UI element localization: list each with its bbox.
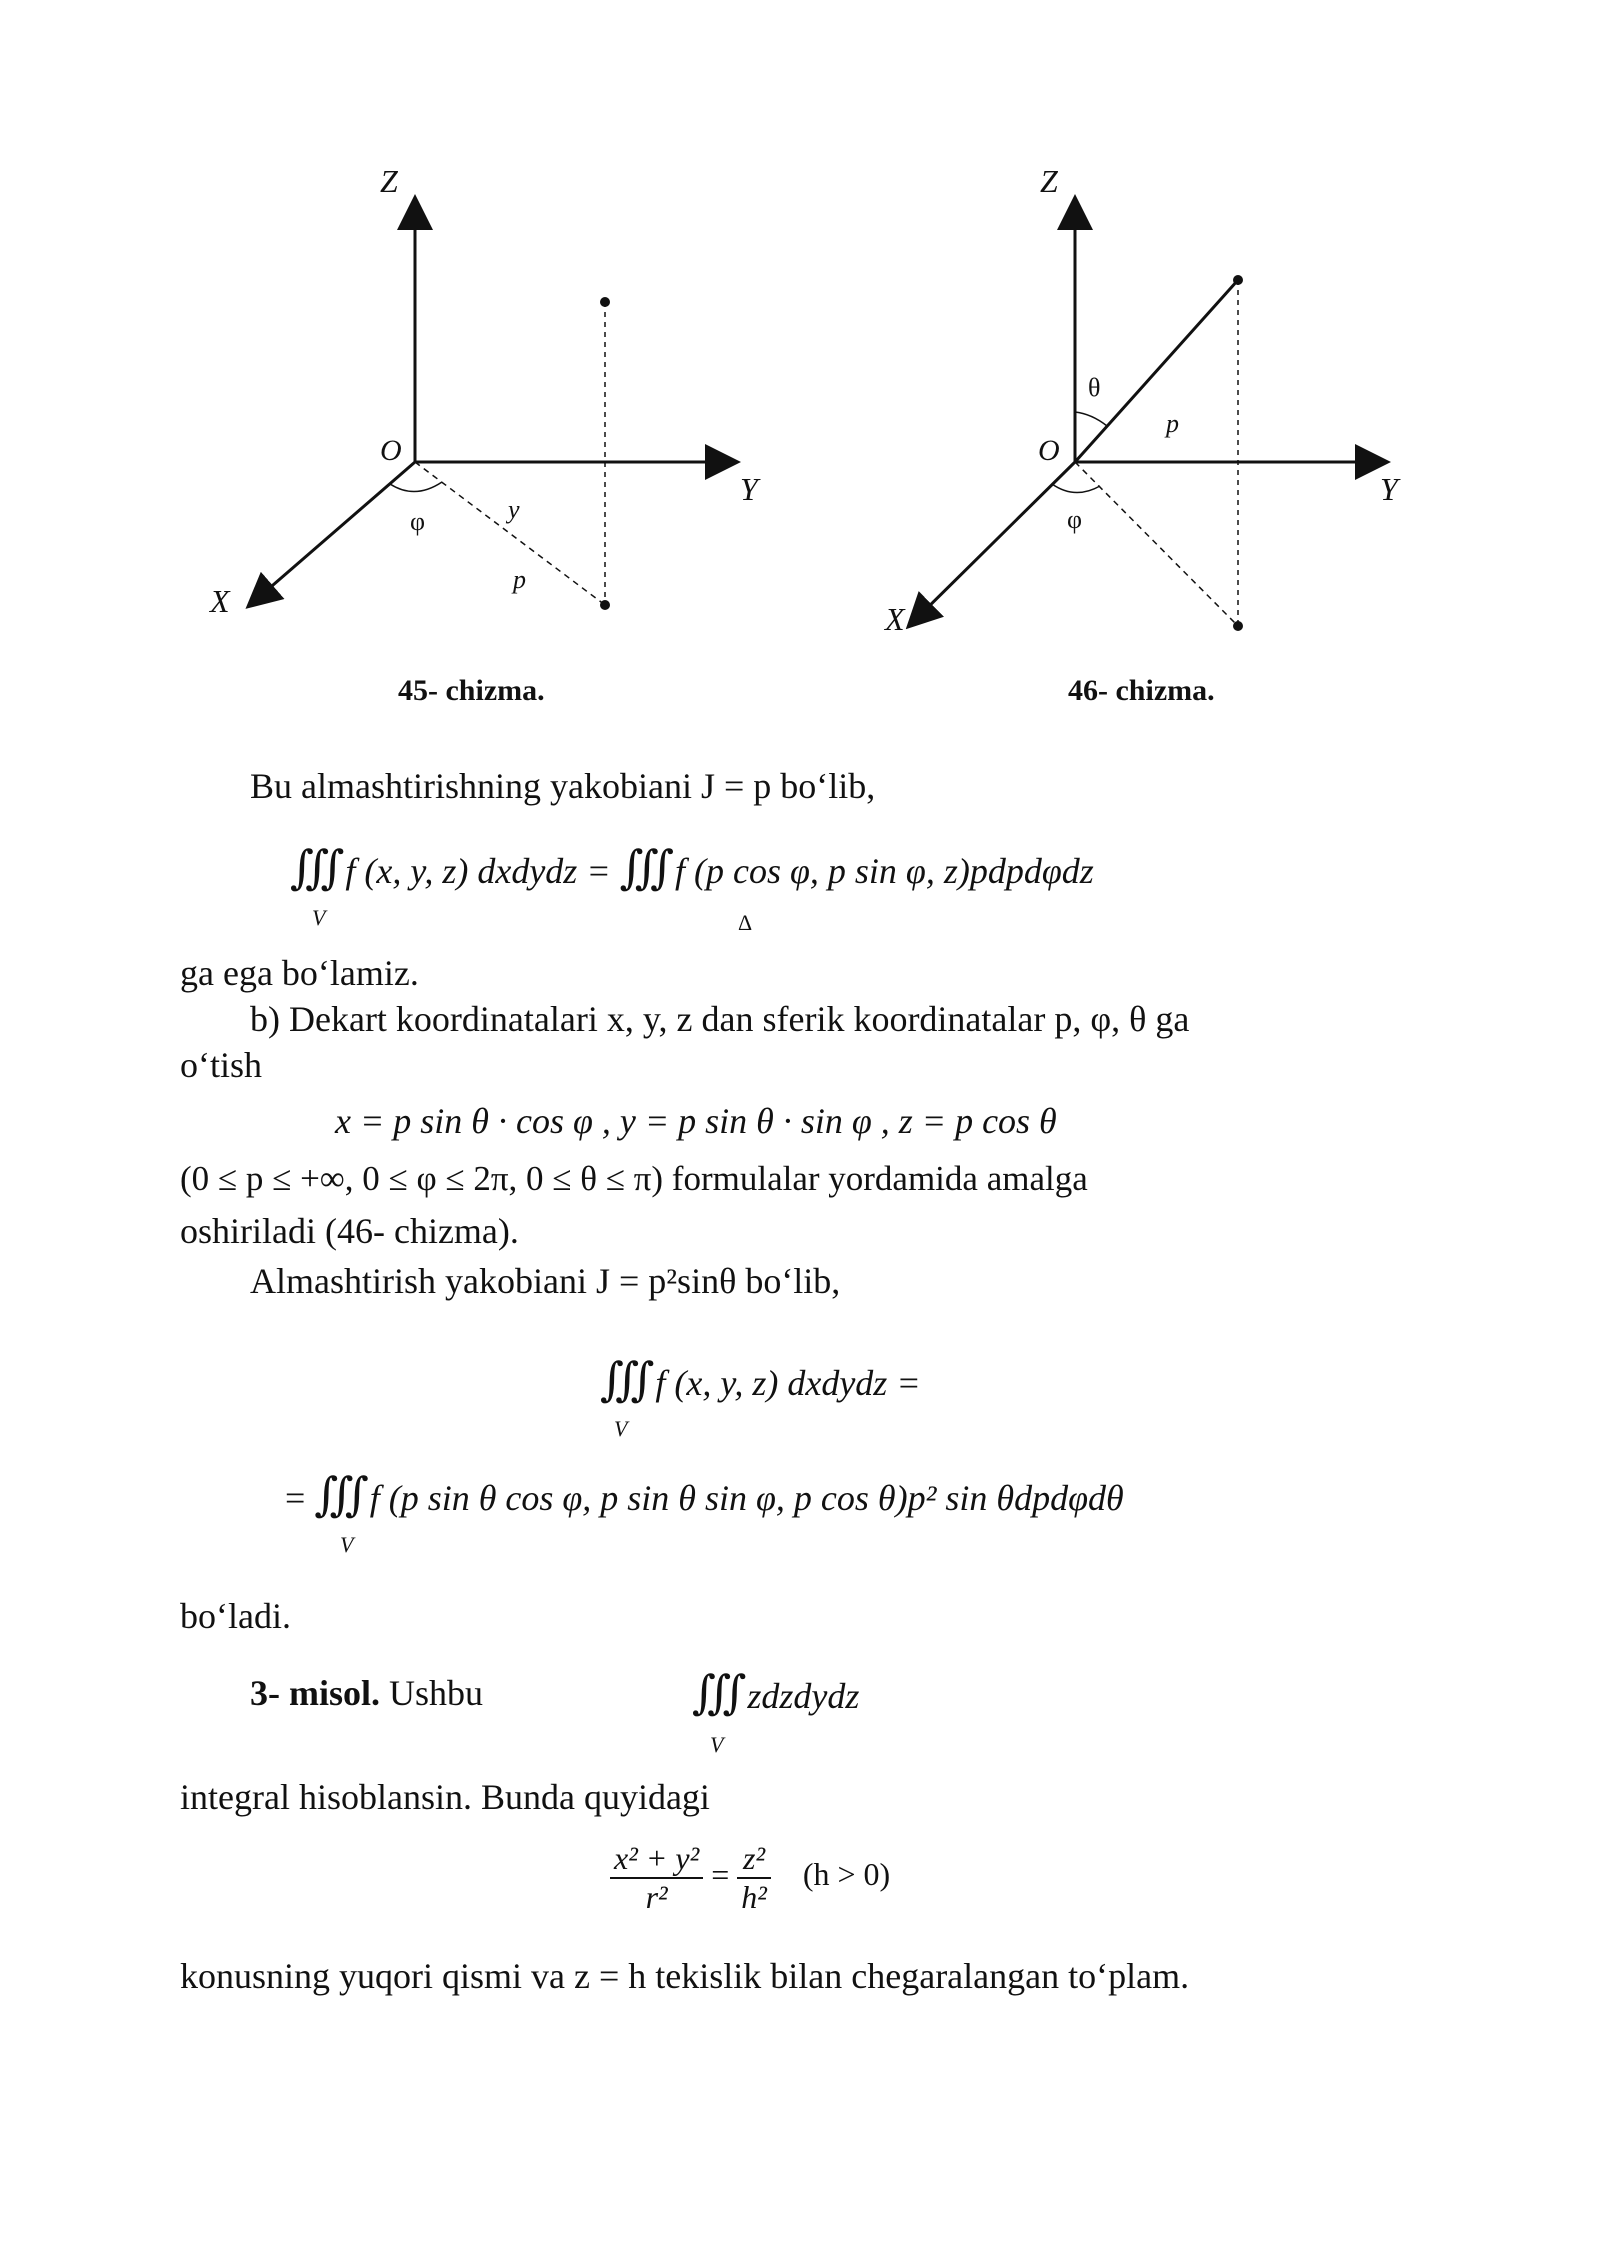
point-bottom xyxy=(1233,621,1243,631)
formula-spherical-left xyxy=(600,1352,921,1406)
label-phi: φ xyxy=(1067,505,1083,534)
formula-cone xyxy=(610,1840,890,1916)
paragraph-jacobian-spherical: Almashtirish yakobiani J = p²sinθ bo‘lib, xyxy=(250,1261,841,1301)
integral-domain-v: V xyxy=(614,1416,628,1441)
point-top xyxy=(1233,275,1243,285)
example-title: 3- misol. xyxy=(250,1673,380,1713)
figure-46-diagram xyxy=(860,160,1420,650)
paragraph-boladi: bo‘ladi. xyxy=(180,1596,291,1636)
formula-spherical-coords: x = p sin θ · cos φ , y = p sin θ · sin φ , z = p cos θ xyxy=(335,1101,1057,1141)
label-y: Y xyxy=(1380,471,1398,507)
label-z: Z xyxy=(380,163,398,199)
figure-46-caption: 46- chizma. xyxy=(1068,674,1215,707)
triple-integral-symbol: ∭ xyxy=(290,842,337,893)
label-y-small: y xyxy=(508,495,520,524)
formula-right: f (p cos φ, p sin φ, z)pdpdφdz xyxy=(675,851,1094,891)
paragraph-spherical-intro: b) Dekart koordinatalari x, y, z dan sferik koordinatalar p, φ, θ ga xyxy=(250,999,1190,1039)
phi-arc xyxy=(390,482,442,492)
theta-arc xyxy=(1075,412,1107,426)
label-o: O xyxy=(380,434,402,467)
label-y: Y xyxy=(740,471,758,507)
figure-45-diagram xyxy=(180,160,780,619)
paragraph-konusning: konusning yuqori qismi va z = h tekislik bilan chegaralangan to‘plam. xyxy=(180,1956,1190,1996)
fraction-right xyxy=(737,1840,771,1916)
fraction-right-numerator: z² xyxy=(737,1840,771,1879)
point-bottom xyxy=(600,600,610,610)
integral-domain-v: V xyxy=(340,1532,354,1557)
label-p: p xyxy=(513,565,526,594)
equals-sign: = xyxy=(711,1856,730,1893)
radius-line xyxy=(1075,280,1238,462)
triple-integral-symbol: ∭ xyxy=(692,1667,739,1718)
label-phi: φ xyxy=(410,507,426,536)
fraction-left-numerator: x² + y² xyxy=(610,1840,703,1879)
projection-line xyxy=(415,462,605,605)
paragraph-ranges: (0 ≤ p ≤ +∞, 0 ≤ φ ≤ 2π, 0 ≤ θ ≤ π) formulalar yordamida amalga xyxy=(180,1159,1088,1198)
formula-spherical-right xyxy=(285,1467,1124,1521)
fraction-left-denominator: r² xyxy=(645,1879,668,1915)
triple-integral-symbol: ∭ xyxy=(619,842,666,893)
example-integral xyxy=(692,1665,859,1719)
example-3-line xyxy=(250,1672,483,1715)
figure-46 xyxy=(860,160,1420,650)
integral-domain-delta: Δ xyxy=(738,910,753,935)
label-p: p xyxy=(1166,409,1179,438)
formula-cylindrical xyxy=(290,840,1094,894)
x-axis xyxy=(910,462,1075,625)
example-word: Ushbu xyxy=(389,1673,484,1713)
paragraph-otish: o‘tish xyxy=(180,1045,263,1085)
figure-45-caption: 45- chizma. xyxy=(398,674,545,707)
fraction-right-denominator: h² xyxy=(741,1879,767,1915)
formula-left: f (x, y, z) dxdydz = xyxy=(655,1363,921,1403)
triple-integral-symbol: ∭ xyxy=(314,1469,361,1520)
fraction-left xyxy=(610,1840,703,1916)
paragraph-ga-ega: ga ega bo‘lamiz. xyxy=(180,953,419,993)
label-z: Z xyxy=(1040,163,1058,199)
phi-arc xyxy=(1052,484,1100,493)
paragraph-integral-hisoblansin: integral hisoblansin. Bunda quyidagi xyxy=(180,1777,710,1817)
x-axis xyxy=(250,462,415,605)
integral-domain-v: V xyxy=(312,905,326,930)
label-x: X xyxy=(210,583,230,619)
figure-45 xyxy=(180,160,780,619)
equals-sign: = xyxy=(285,1478,306,1518)
point-top xyxy=(600,297,610,307)
paragraph-jacobian-cylindrical: Bu almashtirishning yakobiani J = p bo‘lib, xyxy=(250,766,876,806)
condition: (h > 0) xyxy=(802,1856,891,1893)
formula-left: f (x, y, z) dxdydz = xyxy=(345,851,611,891)
paragraph-oshiriladi: oshiriladi (46- chizma). xyxy=(180,1211,519,1251)
label-x: X xyxy=(885,601,905,637)
label-theta: θ xyxy=(1088,373,1101,402)
integral-domain-v: V xyxy=(710,1732,724,1757)
label-o: O xyxy=(1038,434,1060,467)
example-integrand: zdzdydz xyxy=(747,1676,860,1716)
triple-integral-symbol: ∭ xyxy=(600,1354,647,1405)
formula-right: f (p sin θ cos φ, p sin θ sin φ, p cos θ)p² sin θdpdφdθ xyxy=(369,1478,1124,1518)
